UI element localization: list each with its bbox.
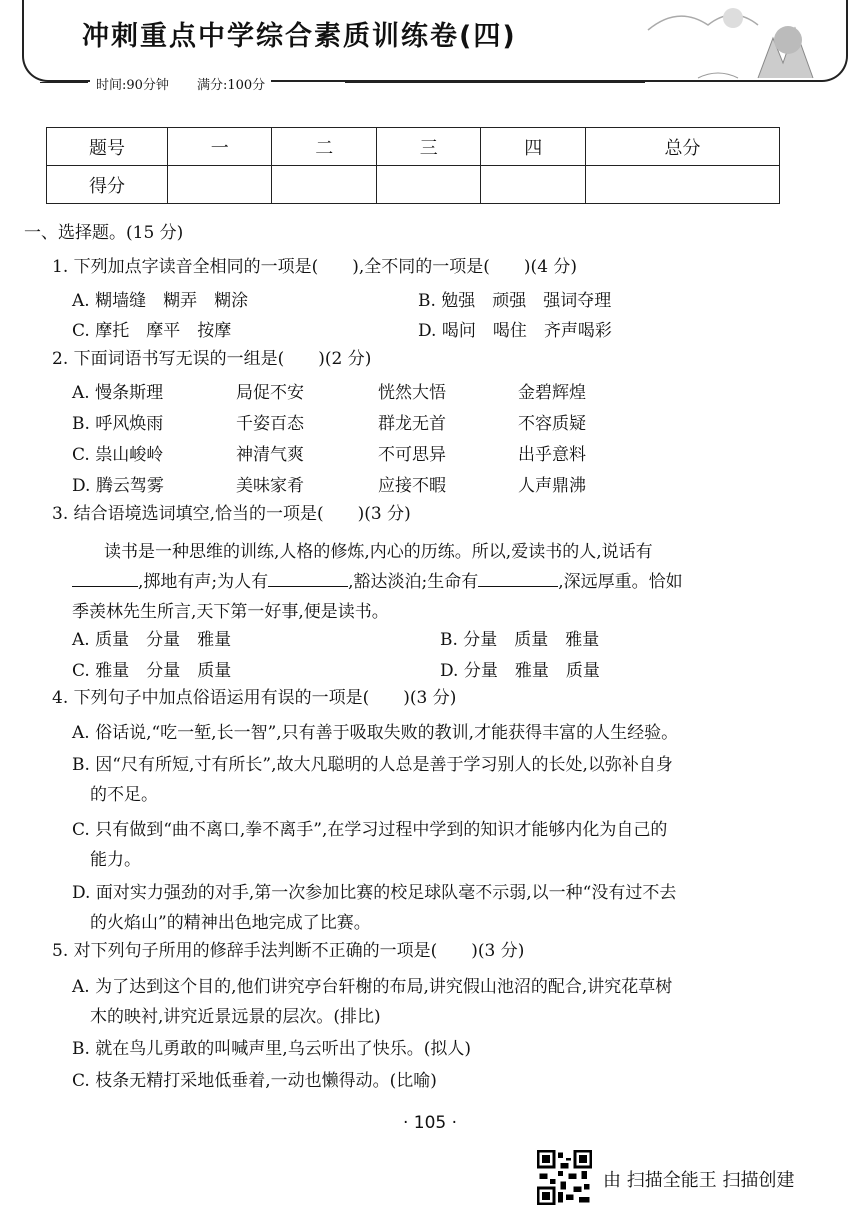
score-header-cell: 总分 bbox=[585, 128, 779, 166]
score-table bbox=[46, 127, 780, 204]
score-blank-cell[interactable] bbox=[272, 166, 376, 204]
exam-meta bbox=[90, 74, 271, 93]
q3-option-d: D. 分量 雅量 质量 bbox=[440, 661, 600, 681]
qr-code-icon bbox=[537, 1150, 592, 1205]
q5-stem: 5. 对下列句子所用的修辞手法判断不正确的一项是( )(3 分) bbox=[52, 941, 525, 961]
score-blank-cell[interactable] bbox=[168, 166, 272, 204]
q4-option-d-line1: D. 面对实力强劲的对手,第一次参加比赛的校足球队毫不示弱,以一种“没有过不去 bbox=[72, 883, 677, 903]
time-limit: 时间:90分钟 bbox=[96, 78, 169, 93]
q2-word: D. 腾云驾雾 bbox=[72, 476, 164, 496]
q2-word: 金碧辉煌 bbox=[518, 383, 586, 403]
score-blank-cell[interactable] bbox=[481, 166, 585, 204]
fill-blank[interactable] bbox=[72, 569, 138, 587]
score-row-label: 得分 bbox=[47, 166, 168, 204]
score-table-header-row bbox=[47, 128, 780, 166]
q2-row-d bbox=[72, 471, 586, 496]
q3-passage-line3: 季羡林先生所言,天下第一好事,便是读书。 bbox=[72, 602, 389, 622]
q2-word: 出乎意料 bbox=[518, 445, 586, 465]
q3-passage-part: ,深远厚重。恰如 bbox=[558, 572, 683, 592]
q3-passage-line2 bbox=[72, 567, 683, 592]
q2-word: 群龙无首 bbox=[378, 414, 446, 434]
q1-option-a: A. 糊墙缝 糊弄 糊涂 bbox=[72, 291, 249, 311]
score-table-score-row bbox=[47, 166, 780, 204]
q2-word: 神清气爽 bbox=[236, 445, 304, 465]
q2-word: 美味家肴 bbox=[236, 476, 304, 496]
score-header-cell: 四 bbox=[481, 128, 585, 166]
page-number: · 105 · bbox=[402, 1113, 458, 1133]
q3-stem: 3. 结合语境选词填空,恰当的一项是( )(3 分) bbox=[52, 504, 411, 524]
full-score: 满分:100分 bbox=[196, 78, 266, 93]
score-header-cell: 一 bbox=[168, 128, 272, 166]
q3-passage-part: ,掷地有声;为人有 bbox=[138, 572, 269, 592]
q3-option-c: C. 雅量 分量 质量 bbox=[72, 661, 232, 681]
q2-row-a bbox=[72, 378, 586, 403]
score-header-cell: 二 bbox=[272, 128, 376, 166]
q3-option-a: A. 质量 分量 雅量 bbox=[72, 630, 232, 650]
q2-word: 应接不暇 bbox=[378, 476, 446, 496]
q1-option-d: D. 喝问 喝住 齐声喝彩 bbox=[418, 321, 612, 341]
fill-blank[interactable] bbox=[478, 569, 558, 587]
q2-word: A. 慢条斯理 bbox=[72, 383, 164, 403]
meta-rule-right bbox=[345, 82, 645, 83]
q2-word: 不可思异 bbox=[378, 445, 446, 465]
q2-word: 恍然大悟 bbox=[378, 383, 446, 403]
q2-word: C. 祟山峻岭 bbox=[72, 445, 164, 465]
q5-option-a-line1: A. 为了达到这个目的,他们讲究亭台轩榭的布局,讲究假山池沼的配合,讲究花草树 bbox=[72, 977, 673, 997]
score-header-cell: 三 bbox=[376, 128, 480, 166]
score-header-cell: 题号 bbox=[47, 128, 168, 166]
q4-option-a: A. 俗话说,“吃一堑,长一智”,只有善于吸取失败的教训,才能获得丰富的人生经验。 bbox=[72, 723, 679, 743]
q2-word: 不容质疑 bbox=[518, 414, 586, 434]
score-blank-cell[interactable] bbox=[585, 166, 779, 204]
q4-option-b-line2: 的不足。 bbox=[90, 785, 158, 805]
q3-passage-part: ,豁达淡泊;生命有 bbox=[348, 572, 479, 592]
q3-option-b: B. 分量 质量 雅量 bbox=[440, 630, 600, 650]
q4-stem: 4. 下列句子中加点俗语运用有误的一项是( )(3 分) bbox=[52, 688, 457, 708]
q2-word: 局促不安 bbox=[236, 383, 304, 403]
q5-option-a-line2: 木的映衬,讲究近景远景的层次。(排比) bbox=[90, 1007, 381, 1027]
q2-row-c bbox=[72, 440, 586, 465]
meta-rule-left bbox=[40, 82, 88, 83]
q4-option-d-line2: 的火焰山”的精神出色地完成了比赛。 bbox=[90, 913, 371, 933]
q2-word: 人声鼎沸 bbox=[518, 476, 586, 496]
q3-passage-line1: 读书是一种思维的训练,人格的修炼,内心的历练。所以,爱读书的人,说话有 bbox=[104, 542, 653, 562]
section-heading: 一、选择题。(15 分) bbox=[24, 223, 184, 243]
q2-word: B. 呼风焕雨 bbox=[72, 414, 164, 434]
page-title: 冲刺重点中学综合素质训练卷(四) bbox=[82, 21, 517, 52]
q4-option-b-line1: B. 因“尺有所短,寸有所长”,故大凡聪明的人总是善于学习别人的长处,以弥补自身 bbox=[72, 755, 673, 775]
fill-blank[interactable] bbox=[268, 569, 348, 587]
q2-stem: 2. 下面词语书写无误的一组是( )(2 分) bbox=[52, 349, 372, 369]
q1-option-b: B. 勉强 顽强 强词夺理 bbox=[418, 291, 612, 311]
q4-option-c-line1: C. 只有做到“曲不离口,拳不离手”,在学习过程中学到的知识才能够内化为自己的 bbox=[72, 820, 668, 840]
q1-option-c: C. 摩托 摩平 按摩 bbox=[72, 321, 232, 341]
q5-option-b: B. 就在鸟儿勇敢的叫喊声里,乌云听出了快乐。(拟人) bbox=[72, 1039, 471, 1059]
decorative-illustration bbox=[638, 0, 838, 80]
q2-row-b bbox=[72, 409, 586, 434]
q1-stem: 1. 下列加点字读音全相同的一项是( ),全不同的一项是( )(4 分) bbox=[52, 257, 578, 277]
score-blank-cell[interactable] bbox=[376, 166, 480, 204]
q2-word: 千姿百态 bbox=[236, 414, 304, 434]
q4-option-c-line2: 能力。 bbox=[90, 850, 141, 870]
scanner-watermark: 由 扫描全能王 扫描创建 bbox=[603, 1170, 795, 1191]
q5-option-c: C. 枝条无精打采地低垂着,一动也懒得动。(比喻) bbox=[72, 1071, 437, 1091]
